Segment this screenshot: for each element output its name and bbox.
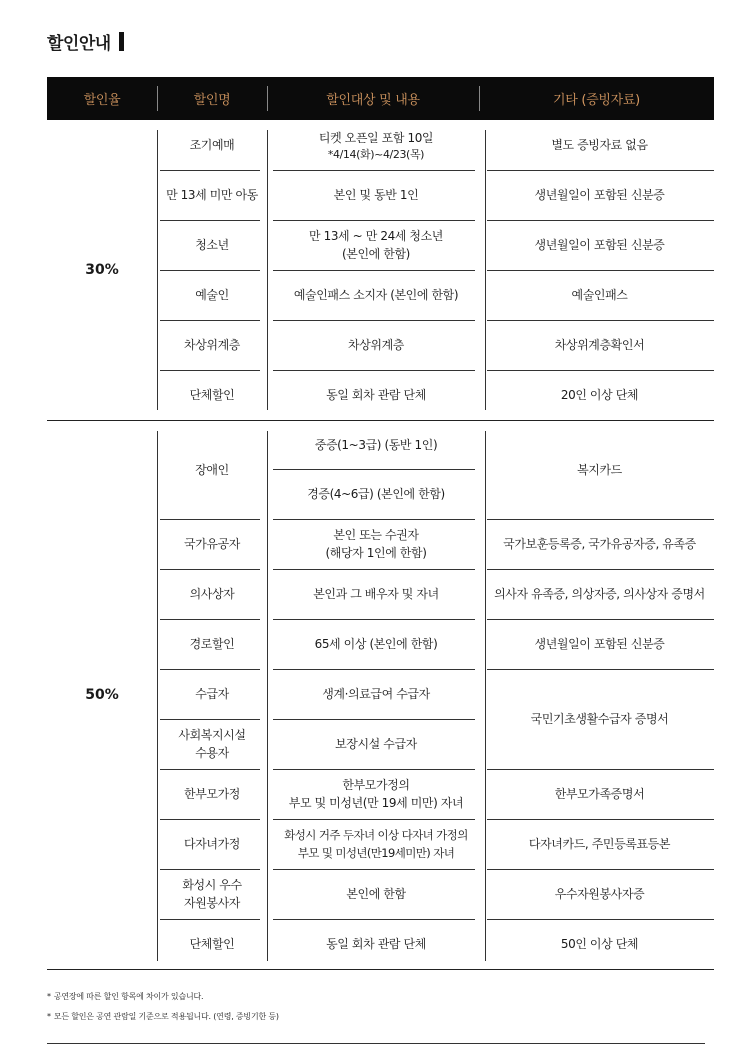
- discount-proof: 국가보훈등록증, 국가유공자증, 유족증: [503, 537, 696, 551]
- discount-group-50: [47, 421, 714, 969]
- discount-target: 예술인패스 소지자 (본인에 한함): [293, 288, 459, 302]
- discount-name: 다자녀가정: [184, 837, 240, 851]
- discount-proof: 복지카드: [577, 463, 622, 477]
- discount-target: 본인 및 동반 1인: [333, 188, 419, 202]
- discount-proof: 생년월일이 포함된 신분증: [534, 637, 665, 651]
- discount-name: 국가유공자: [184, 537, 240, 551]
- discount-target: 본인에 한함: [346, 887, 406, 901]
- title-bar-decoration: [119, 32, 124, 51]
- notes: [47, 990, 279, 1030]
- table-header: [47, 77, 714, 120]
- discount-proof: 별도 증빙자료 없음: [551, 138, 648, 152]
- note-item: [47, 990, 279, 1010]
- discount-proof: 50인 이상 단체: [560, 937, 639, 951]
- header-target: 할인대상 및 내용: [326, 93, 420, 108]
- discount-proof: 우수자원봉사자증: [554, 887, 645, 901]
- discount-name: 단체할인: [189, 388, 235, 402]
- discount-proof: 생년월일이 포함된 신분증: [534, 238, 665, 252]
- discount-proof: 한부모가족증명서: [554, 787, 645, 801]
- note-text: 모든 할인은 공연 관람일 기준으로 적용됩니다. (연령, 증빙기한 등): [53, 1012, 279, 1021]
- page-title-text: 할인안내: [47, 33, 111, 54]
- group-rate: 50%: [85, 687, 119, 703]
- discount-target: 동일 회차 관람 단체: [326, 388, 426, 402]
- discount-name: 수급자: [195, 687, 229, 701]
- note-item: [47, 1010, 279, 1030]
- discount-proof: 20인 이상 단체: [560, 388, 639, 402]
- note-mark: *: [47, 992, 51, 1001]
- group-rate: 30%: [85, 262, 119, 278]
- discount-proof: 차상위계층확인서: [554, 338, 645, 352]
- discount-target: 한부모가정의 부모 및 미성년(만 19세 미만) 자녀: [288, 778, 464, 810]
- discount-target: 보장시설 수급자: [335, 737, 417, 751]
- header-name: 할인명: [193, 93, 231, 108]
- discount-target-main: 티켓 오픈일 포함 10일: [318, 130, 434, 145]
- header-rate: 할인율: [83, 93, 121, 108]
- discount-proof: 의사자 유족증, 의상자증, 의사상자 증명서: [494, 587, 705, 601]
- discount-target: 차상위계층: [348, 338, 404, 352]
- discount-target: 본인과 그 배우자 및 자녀: [313, 587, 439, 601]
- discount-name: 예술인: [195, 288, 229, 302]
- discount-target: 만 13세 ~ 만 24세 청소년 (본인에 한함): [308, 229, 443, 261]
- header-proof: 기타 (증빙자료): [553, 93, 640, 108]
- discount-name: 차상위계층: [184, 338, 240, 352]
- note-text: 공연장에 따른 할인 항목에 차이가 있습니다.: [53, 992, 204, 1001]
- discount-name: 한부모가정: [184, 787, 240, 801]
- discount-proof: 생년월일이 포함된 신분증: [534, 188, 665, 202]
- discount-proof: 국민기초생활수급자 증명서: [530, 712, 669, 726]
- discount-name: 청소년: [195, 238, 229, 252]
- discount-proof: 예술인패스: [571, 288, 628, 302]
- note-mark: *: [47, 1012, 51, 1021]
- discount-name: 경로할인: [189, 637, 235, 651]
- page-title: [47, 28, 124, 54]
- discount-target: 동일 회차 관람 단체: [326, 937, 426, 951]
- discount-name: 만 13세 미만 아동: [166, 188, 258, 202]
- discount-target: 화성시 거주 두자녀 이상 다자녀 가정의 부모 및 미성년(만19세미만) 자녀: [284, 828, 468, 860]
- discount-name: 의사상자: [189, 587, 235, 601]
- discount-name: 조기예매: [189, 138, 235, 152]
- discount-target: 65세 이상 (본인에 한함): [314, 637, 438, 651]
- discount-group-30: [47, 120, 714, 420]
- discount-target: 생계·의료급여 수급자: [322, 687, 430, 701]
- discount-target: 경증(4~6급) (본인에 한함): [307, 487, 445, 501]
- bottom-divider: [47, 1043, 705, 1044]
- discount-target-period: *4/14(화)~4/23(목): [327, 147, 425, 161]
- group-divider: [47, 969, 714, 970]
- discount-name: 단체할인: [189, 937, 235, 951]
- discount-target: 본인 또는 수권자 (해당자 1인에 한함): [325, 528, 427, 560]
- discount-proof: 다자녀카드, 주민등록표등본: [528, 837, 671, 851]
- discount-name: 장애인: [195, 463, 229, 477]
- discount-target: 중증(1~3급) (동반 1인): [314, 438, 438, 452]
- discount-target: [267, 120, 485, 170]
- discount-name: 사회복지시설 수용자: [178, 728, 246, 760]
- discount-table: [47, 77, 714, 951]
- discount-name: 화성시 우수 자원봉사자: [182, 878, 242, 910]
